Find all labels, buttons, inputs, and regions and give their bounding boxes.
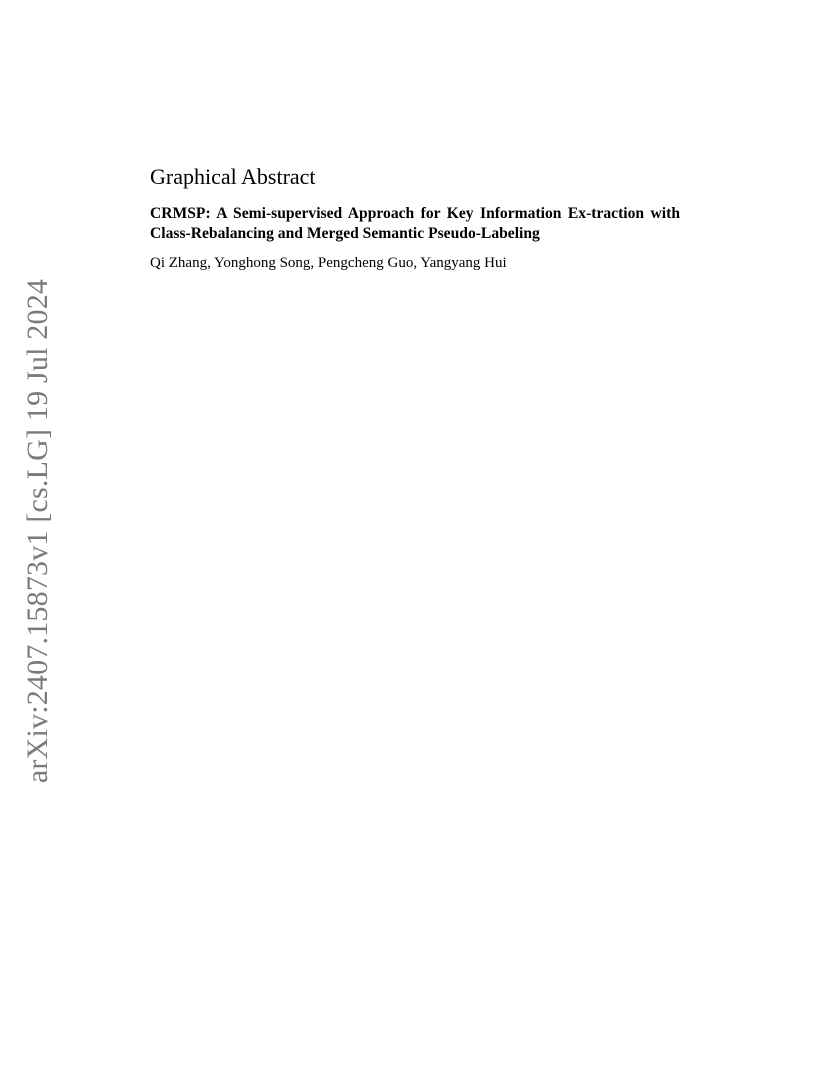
graphical-abstract-block [150, 164, 680, 273]
author-list: Qi Zhang, Yonghong Song, Pengcheng Guo, Yangyang Hui [150, 254, 507, 271]
paper-title: CRMSP: A Semi-supervised Approach for Key Information Ex-traction with Class-Rebalancing and Merged Semantic Pseudo-Labeling [150, 205, 680, 243]
arxiv-side-stamp [18, 278, 58, 784]
section-heading: Graphical Abstract [150, 164, 316, 189]
arxiv-id-text[interactable]: arXiv:2407.15873v1 [cs.LG] 19 Jul 2024 [21, 278, 54, 784]
